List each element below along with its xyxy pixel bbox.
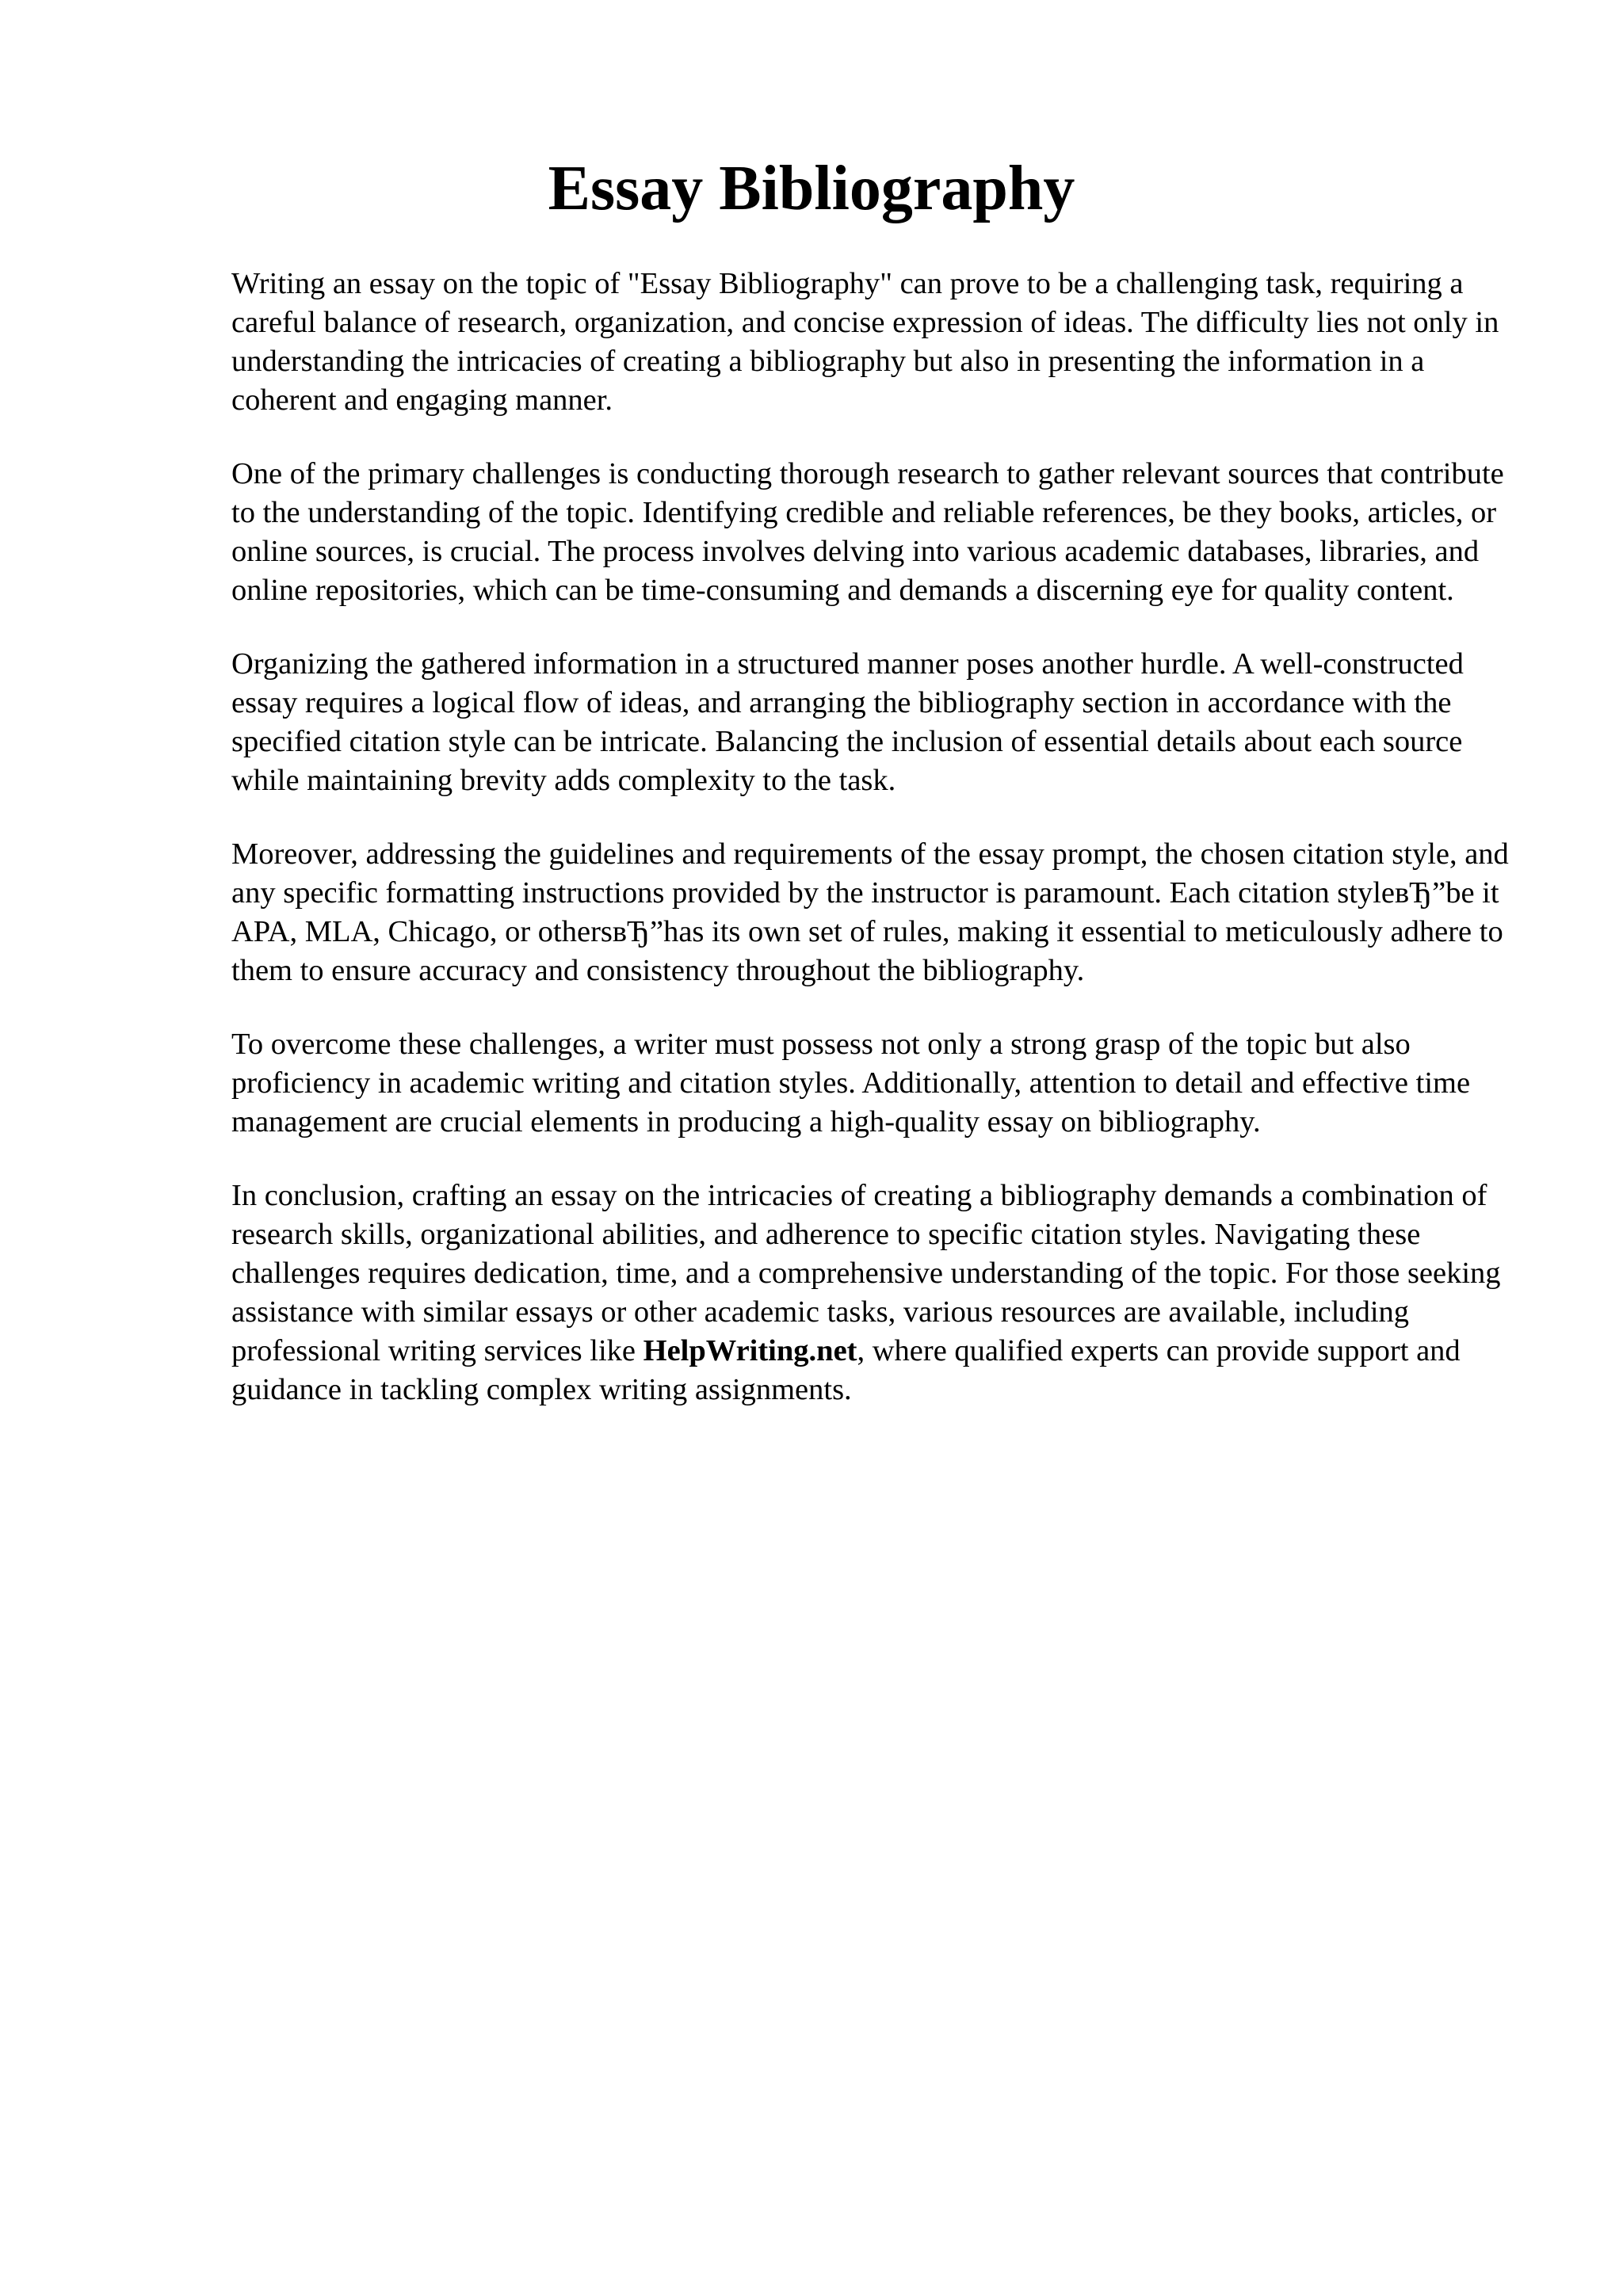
paragraph-conclusion (231, 1177, 1515, 1409)
conclusion-text-start: In conclusion, crafting an essay on the intricacies of creating a bibliography demands a combination of research skills, organizational abilities, and adherence to specific citation styles. Navigating these challenges requires dedication, time, and a comprehensive understanding of the topic. For those seeking assistance with similar essays or other academic tasks, various resources are available, including professional writing services like (231, 1179, 1501, 1367)
paragraph-overcome: To overcome these challenges, a writer must possess not only a strong grasp of the topic but also proficiency in academic writing and citation styles. Additionally, attention to detail and effective time management are crucial elements in producing a high-quality essay on bibliography. (231, 1028, 1471, 1138)
service-name: HelpWriting.net (643, 1334, 857, 1367)
conclusion-text-end: , where qualified experts can provide support and guidance in tackling complex writing assignments. (231, 1334, 1461, 1406)
paragraph-organization: Organizing the gathered information in a structured manner poses another hurdle. A well-constructed essay requires a logical flow of ideas, and arranging the bibliography section in accordance with the specified citation style can be intricate. Balancing the inclusion of essential details about each source while maintaining brevity adds complexity to the task. (231, 647, 1464, 797)
paragraph-research: One of the primary challenges is conducting thorough research to gather relevant sources that contribute to the understanding of the topic. Identifying credible and reliable references, be they books, articles, or online sources, is crucial. The process involves delving into various academic databases, libraries, and online repositories, which can be time-consuming and demands a discerning eye for quality content. (231, 457, 1504, 607)
page-title: Essay Bibliography (548, 154, 1075, 223)
essay-body (231, 265, 1515, 1409)
paragraph-guidelines: Moreover, addressing the guidelines and requirements of the essay prompt, the chosen citation style, and any specific formatting instructions provided by the instructor is paramount. Each citation styleвЂ”be it APA, MLA, Chicago, or othersвЂ”has its own set of rules, making it essential to meticulously adhere to them to ensure accuracy and consistency throughout the bibliography. (231, 837, 1509, 987)
paragraph-intro: Writing an essay on the topic of "Essay Bibliography" can prove to be a challenging task, requiring a careful balance of research, organization, and concise expression of ideas. The difficulty lies not only in understanding the intricacies of creating a bibliography but also in presenting the information in a coherent and engaging manner. (231, 267, 1499, 417)
